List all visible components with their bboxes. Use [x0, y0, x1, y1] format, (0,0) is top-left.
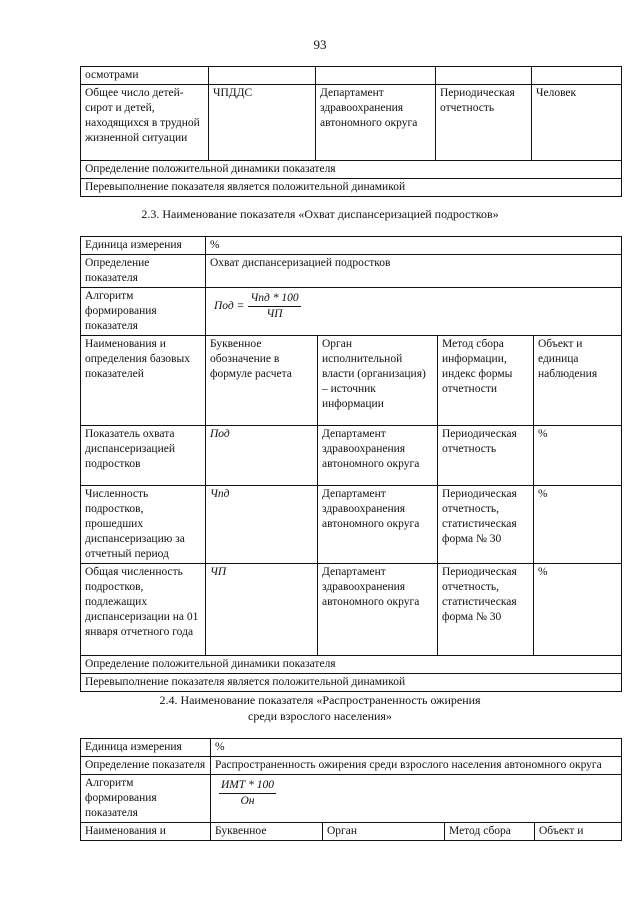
column-header: Буквенное	[211, 823, 323, 841]
table-cell	[209, 67, 316, 85]
formula-fraction	[248, 291, 300, 322]
definition-value: Охват диспансеризацией подростков	[206, 255, 622, 288]
table-cell: Департамент здравоохранения автономного округа	[318, 426, 438, 486]
table-cell: ЧПДДС	[209, 85, 316, 161]
table-children-orphans	[80, 66, 622, 197]
formula-denominator: Он	[240, 795, 255, 807]
column-header: Наименования и	[81, 823, 211, 841]
unit-value: %	[211, 739, 622, 757]
table-cell	[436, 67, 532, 85]
table-cell: Под	[206, 426, 318, 486]
column-header: Орган	[323, 823, 445, 841]
table-cell: ЧП	[206, 564, 318, 656]
table-cell: Периодическая отчетность, статистическая форма № 30	[438, 564, 534, 656]
formula	[215, 776, 617, 809]
table-cell	[316, 67, 436, 85]
formula-left: Под =	[214, 300, 245, 312]
definition-value: Распространенность ожирения среди взрослого населения автономного округа	[211, 757, 622, 775]
table-cell: %	[534, 486, 622, 564]
table-cell: Общее число детей-сирот и детей, находящихся в трудной жизненной ситуации	[81, 85, 209, 161]
table-cell: осмотрами	[81, 67, 209, 85]
table-cell: Показатель охвата диспансеризацией подростков	[81, 426, 206, 486]
formula-numerator: Чпд * 100	[248, 291, 300, 307]
formula-denominator: ЧП	[266, 308, 283, 320]
overfulfillment-row: Перевыполнение показателя является положительной динамикой	[81, 674, 622, 692]
dynamics-row: Определение положительной динамики показателя	[81, 161, 622, 179]
table-cell: %	[534, 426, 622, 486]
column-header: Метод сбора	[445, 823, 535, 841]
section-heading-2-4-line1: 2.4. Наименование показателя «Распространенность ожирения	[159, 693, 481, 707]
table-cell: Департамент здравоохранения автономного округа	[316, 85, 436, 161]
table-cell	[532, 67, 622, 85]
overfulfillment-row: Перевыполнение показателя является положительной динамикой	[81, 179, 622, 197]
formula-cell	[211, 775, 622, 823]
table-cell: Периодическая отчетность	[436, 85, 532, 161]
unit-label: Единица измерения	[81, 739, 211, 757]
table-cell: Человек	[532, 85, 622, 161]
section-heading-2-4-line2: среди взрослого населения»	[248, 709, 392, 723]
section-heading-2-3: 2.3. Наименование показателя «Охват диспансеризацией подростков»	[141, 207, 499, 221]
table-cell: %	[534, 564, 622, 656]
algorithm-label: Алгоритм формирования показателя	[81, 775, 211, 823]
table-adult-obesity	[80, 738, 622, 841]
table-cell: Департамент здравоохранения автономного округа	[318, 564, 438, 656]
table-cell: Численность подростков, прошедших диспансеризацию за отчетный период	[81, 486, 206, 564]
formula-numerator: ИМТ * 100	[219, 778, 276, 794]
table-cell: Общая численность подростков, подлежащих диспансеризации на 01 января отчетного года	[81, 564, 206, 656]
unit-value: %	[206, 237, 622, 255]
column-header: Наименования и определения базовых показателей	[81, 336, 206, 426]
table-cell: Периодическая отчетность, статистическая форма № 30	[438, 486, 534, 564]
page-number: 93	[313, 37, 327, 52]
dynamics-row: Определение положительной динамики показателя	[81, 656, 622, 674]
table-cell: Чпд	[206, 486, 318, 564]
formula-cell	[206, 288, 622, 336]
table-cell: Периодическая отчетность	[438, 426, 534, 486]
column-header: Орган исполнительной власти (организация) – источник информации	[318, 336, 438, 426]
column-header: Объект и единица наблюдения	[534, 336, 622, 426]
table-teen-dispensary	[80, 236, 622, 692]
formula-fraction	[219, 778, 276, 809]
column-header: Буквенное обозначение в формуле расчета	[206, 336, 318, 426]
formula	[210, 289, 617, 322]
unit-label: Единица измерения	[81, 237, 206, 255]
definition-label: Определение показателя	[81, 757, 211, 775]
table-cell: Департамент здравоохранения автономного округа	[318, 486, 438, 564]
definition-label: Определение показателя	[81, 255, 206, 288]
algorithm-label: Алгоритм формирования показателя	[81, 288, 206, 336]
column-header: Объект и	[535, 823, 622, 841]
column-header: Метод сбора информации, индекс формы отчетности	[438, 336, 534, 426]
